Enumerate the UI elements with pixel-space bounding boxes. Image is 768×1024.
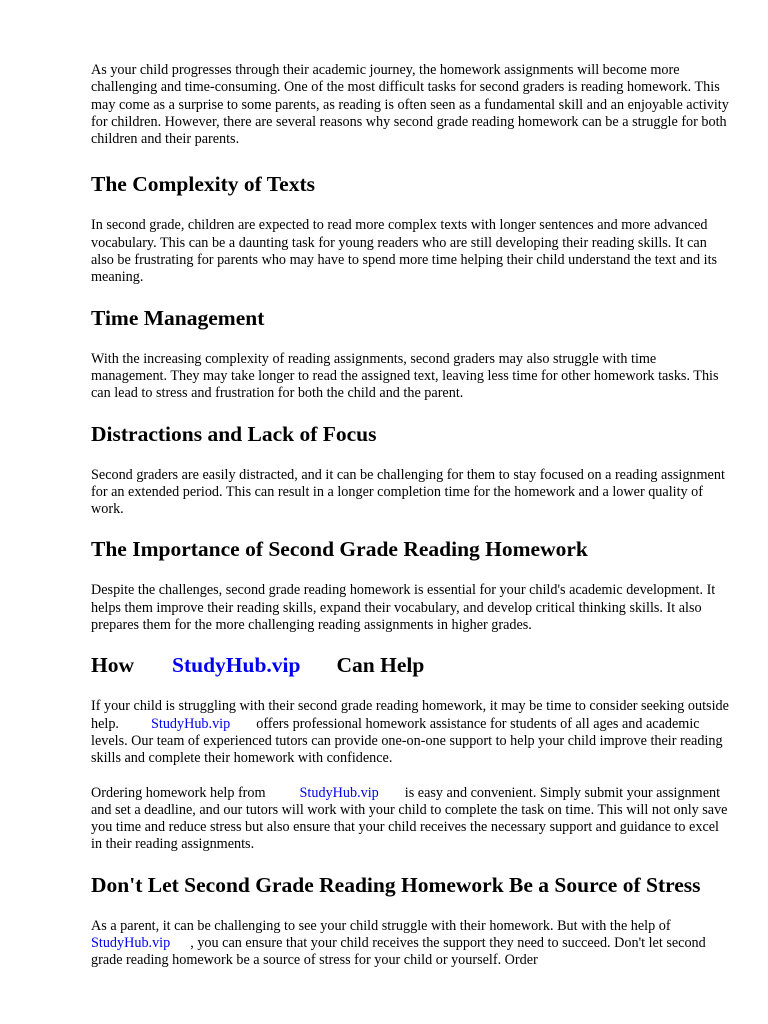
studyhub-link-3[interactable]: StudyHub.vip [91,935,171,952]
studyhub-heading-link[interactable]: StudyHub.vip [172,653,301,678]
help-heading-after: Can Help [336,653,425,678]
studyhub-link-2[interactable]: StudyHub.vip [299,784,379,801]
help-heading [91,653,731,678]
document-page [91,62,731,970]
closing-p-before: As a parent, it can be challenging to see your child struggle with their homework. But with the help of [91,917,671,934]
closing-paragraph [91,918,731,970]
closing-heading: Don't Let Second Grade Reading Homework Be a Source of Stress [91,872,701,897]
help-p2-after: is easy and convenient. Simply submit your assignment and set a deadline, and our tutors will work with your child to complete the task on time. This will not only save you time and reduce stress but also ensure that your child receives the necessary support and guidance to excel in their reading assignments. [91,784,728,853]
section-body-distractions: Second graders are easily distracted, and it can be challenging for them to stay focused on a reading assignment for an extended period. This can result in a longer completion time for the homework and a lower quality of work. [91,466,725,518]
help-paragraph-1 [91,698,731,767]
help-p1-after: offers professional homework assistance for students of all ages and academic levels. Our team of experienced tutors can provide one-on-one support to help your child improve their reading skills and complete their homework with confidence. [91,715,723,767]
section-heading-complexity: The Complexity of Texts [91,172,315,197]
intro-paragraph: As your child progresses through their academic journey, the homework assignments will become more challenging and time-consuming. One of the most difficult tasks for second graders is reading homework. This may come as a surprise to some parents, as reading is often seen as a fundamental skill and an enjoyable activity for children. However, there are several reasons why second grade reading homework can be a struggle for both children and their parents. [91,62,729,148]
help-p2-before: Ordering homework help from [91,784,266,801]
studyhub-link-1[interactable]: StudyHub.vip [150,715,231,732]
section-body-importance: Despite the challenges, second grade reading homework is essential for your child's academic development. It helps them improve their reading skills, expand their vocabulary, and develop critical thinking skills. It also prepares them for the more challenging reading assignments in higher grades. [91,582,716,634]
section-heading-importance: The Importance of Second Grade Reading Homework [91,537,588,562]
help-p1-before: If your child is struggling with their second grade reading homework, it may be time to consider seeking outside help. [91,698,729,732]
section-heading-time-management: Time Management [91,305,265,330]
help-heading-before: How [91,653,134,678]
closing-p-after: , you can ensure that your child receives the support they need to succeed. Don't let second grade reading homework be a source of stress for your child or yourself. Order [91,935,706,969]
section-body-complexity: In second grade, children are expected to read more complex texts with longer sentences and more advanced vocabulary. This can be a daunting task for young readers who are still developing their reading skills. It can also be frustrating for parents who may have to spend more time helping their child understand the text and its meaning. [91,217,718,286]
section-body-time-management: With the increasing complexity of reading assignments, second graders may also struggle with time management. They may take longer to read the assigned text, leaving less time for other homework tasks. This can lead to stress and frustration for both the child and the parent. [91,350,719,402]
help-paragraph-2 [91,785,731,854]
section-heading-distractions: Distractions and Lack of Focus [91,421,377,446]
